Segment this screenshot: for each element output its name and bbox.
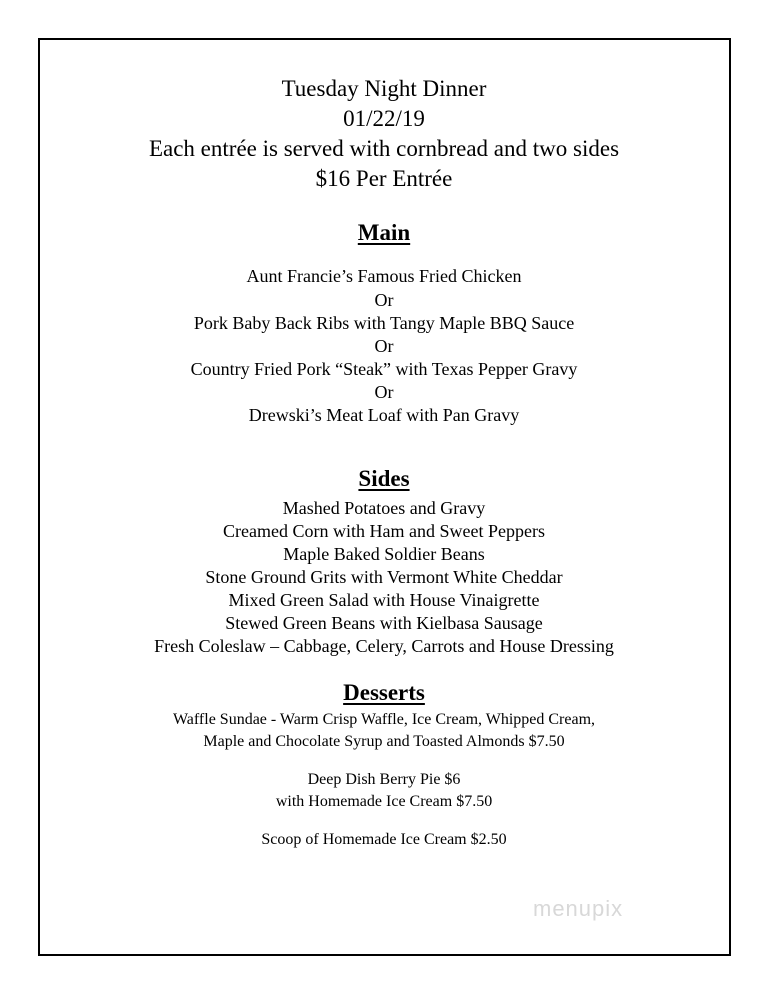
side-item: Stone Ground Grits with Vermont White Cheddar [205, 567, 563, 587]
main-heading: Main [357, 220, 411, 245]
main-item: Country Fried Pork “Steak” with Texas Pepper Gravy [190, 359, 578, 379]
side-item: Creamed Corn with Ham and Sweet Peppers [223, 521, 545, 541]
dessert-line: Scoop of Homemade Ice Cream $2.50 [261, 831, 507, 848]
sides-heading: Sides [358, 466, 410, 491]
entree-price: $16 Per Entrée [315, 166, 453, 191]
side-item: Maple Baked Soldier Beans [283, 544, 485, 564]
main-item: Drewski’s Meat Loaf with Pan Gravy [248, 405, 520, 425]
dessert-line: Maple and Chocolate Syrup and Toasted Almonds $7.50 [203, 733, 565, 750]
watermark [533, 896, 623, 922]
dessert-line: Waffle Sundae - Warm Crisp Waffle, Ice Cream, Whipped Cream, [172, 711, 596, 728]
menu-title: Tuesday Night Dinner [281, 76, 487, 101]
side-item: Mixed Green Salad with House Vinaigrette [228, 590, 540, 610]
side-item: Mashed Potatoes and Gravy [282, 498, 486, 518]
desserts-heading: Desserts [343, 680, 425, 705]
menu-date: 01/22/19 [343, 106, 425, 131]
main-item: Pork Baby Back Ribs with Tangy Maple BBQ Sauce [193, 313, 575, 333]
side-item: Fresh Coleslaw – Cabbage, Celery, Carrots and House Dressing [154, 636, 614, 656]
main-or: Or [374, 336, 394, 356]
dessert-line: Deep Dish Berry Pie $6 [307, 771, 461, 788]
main-item: Aunt Francie’s Famous Fried Chicken [246, 266, 522, 286]
dessert-line: with Homemade Ice Cream $7.50 [275, 793, 493, 810]
main-or: Or [374, 290, 394, 310]
side-item: Stewed Green Beans with Kielbasa Sausage [225, 613, 543, 633]
entree-note: Each entrée is served with cornbread and two sides [148, 136, 620, 161]
main-or: Or [374, 382, 394, 402]
watermark-text: menupix [533, 896, 624, 921]
